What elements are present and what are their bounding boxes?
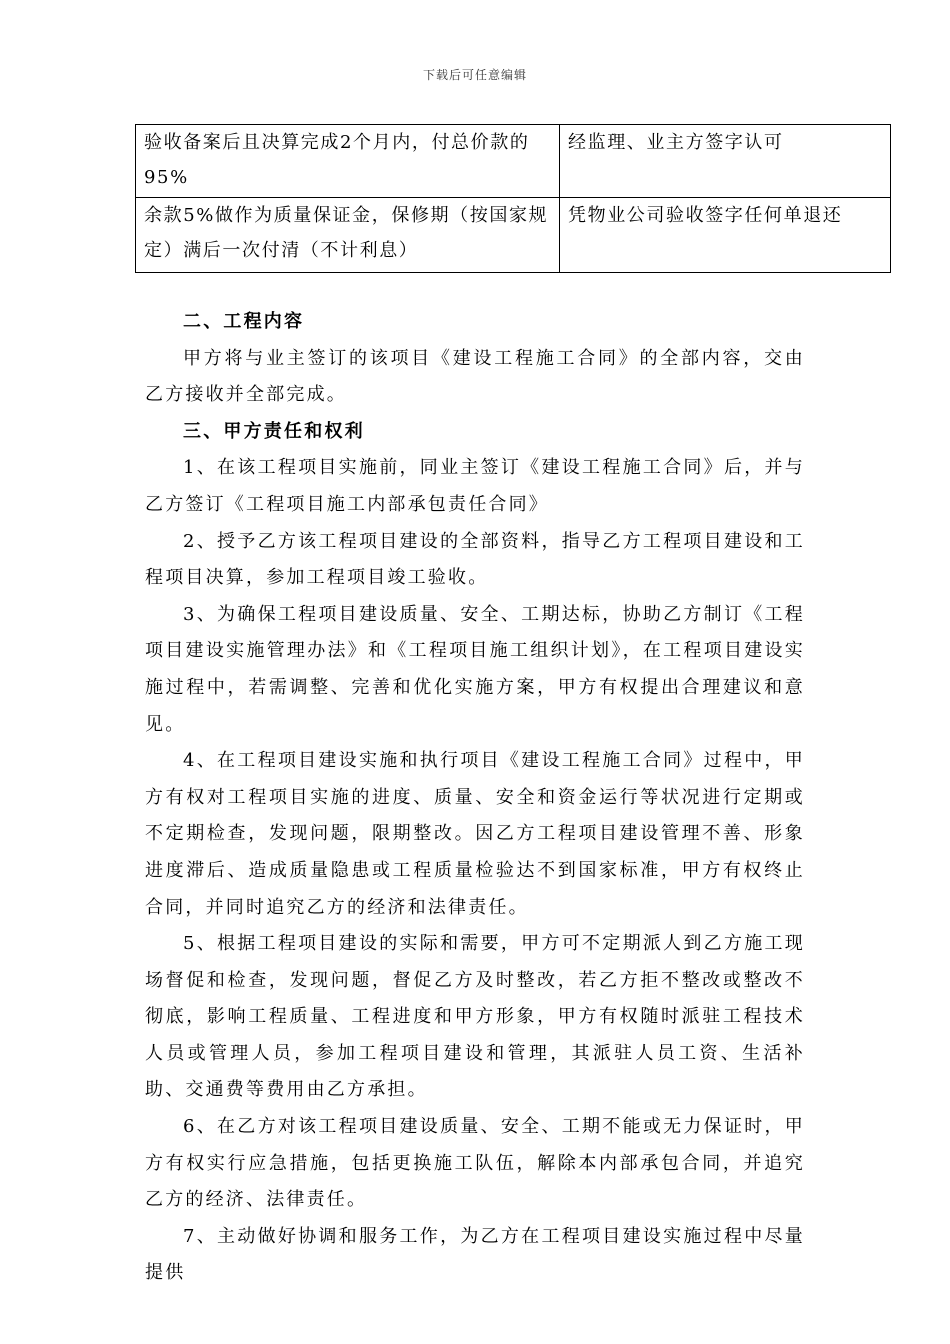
clause-item: 1、在该工程项目实施前，同业主签订《建设工程施工合同》后，并与乙方签订《工程项目施工内部承包责任合同》	[145, 457, 805, 515]
payment-terms-table	[135, 124, 891, 273]
table-row	[136, 198, 891, 273]
clause-item: 2、授予乙方该工程项目建设的全部资料，指导乙方工程项目建设和工程项目决算，参加工程项目竣工验收。	[145, 530, 805, 589]
section-paragraph: 甲方将与业主签订的该项目《建设工程施工合同》的全部内容，交由乙方接收并全部完成。	[145, 347, 805, 406]
clause-item: 7、主动做好协调和服务工作，为乙方在工程项目建设实施过程中尽量提供	[145, 1225, 805, 1284]
table-row	[136, 125, 891, 198]
table-cell-condition: 余款5%做作为质量保证金，保修期（按国家规定）满后一次付清（不计利息）	[136, 198, 560, 273]
section-heading-party-a-responsibilities: 三、甲方责任和权利	[183, 420, 365, 442]
clause-item: 3、为确保工程项目建设质量、安全、工期达标，协助乙方制订《工程项目建设实施管理办法》和《工程项目施工组织计划》，在工程项目建设实施过程中，若需调整、完善和优化实施方案，甲方有权提出合理建议和意见。	[145, 603, 805, 735]
table-cell-condition: 验收备案后且决算完成2个月内，付总价款的95%	[136, 125, 560, 198]
page-header-note: 下载后可任意编辑	[422, 68, 527, 82]
clause-item: 4、在工程项目建设实施和执行项目《建设工程施工合同》过程中，甲方有权对工程项目实施的进度、质量、安全和资金运行等状况进行定期或不定期检查，发现问题，限期整改。因乙方工程项目建设管理不善、形象进度滞后、造成质量隐患或工程质量检验达不到国家标准，甲方有权终止合同，并同时追究乙方的经济和法律责任。	[145, 750, 805, 918]
clause-item: 6、在乙方对该工程项目建设质量、安全、工期不能或无力保证时，甲方有权实行应急措施，包括更换施工队伍，解除本内部承包合同，并追究乙方的经济、法律责任。	[145, 1116, 805, 1211]
table-cell-requirement: 经监理、业主方签字认可	[560, 125, 891, 198]
document-body	[145, 304, 805, 1292]
table-cell-requirement: 凭物业公司验收签字任何单退还	[560, 198, 891, 273]
clause-item: 5、根据工程项目建设的实际和需要，甲方可不定期派人到乙方施工现场督促和检查，发现问题，督促乙方及时整改，若乙方拒不整改或整改不彻底，影响工程质量、工程进度和甲方形象，甲方有权随时派驻工程技术人员或管理人员，参加工程项目建设和管理，其派驻人员工资、生活补助、交通费等费用由乙方承担。	[145, 933, 805, 1101]
section-heading-engineering-content: 二、工程内容	[183, 311, 305, 332]
